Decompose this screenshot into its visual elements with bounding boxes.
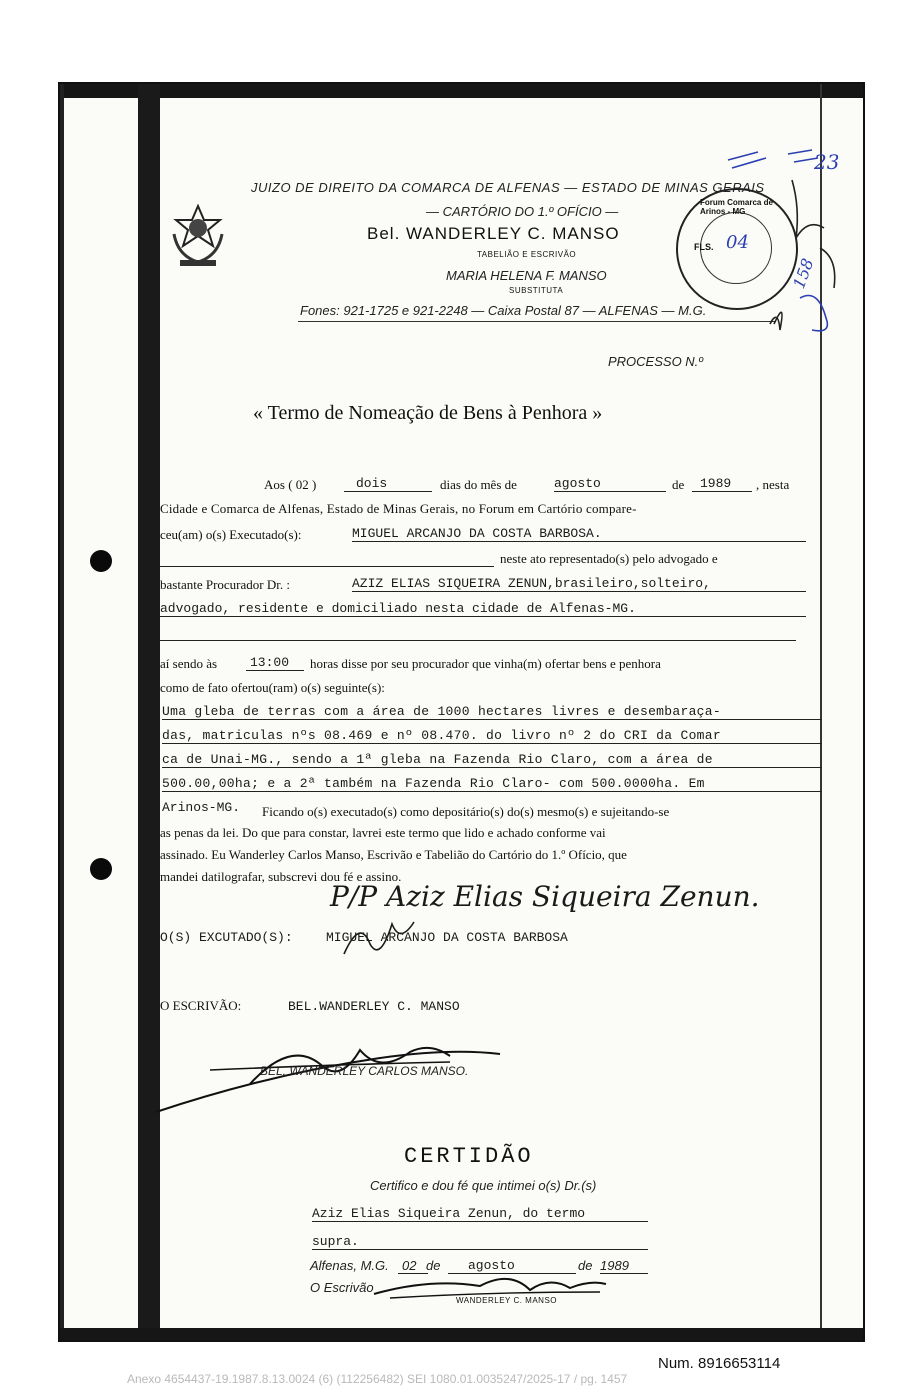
clerk-printed-name: BEL. WANDERLEY CARLOS MANSO.	[260, 1064, 469, 1078]
notary-role: TABELIÃO E ESCRIVÃO	[477, 250, 577, 259]
certificate-place: Alfenas, M.G.	[310, 1258, 389, 1273]
month: agosto	[554, 476, 666, 492]
clerk-signature-icon	[150, 1034, 510, 1124]
office-header: — CARTÓRIO DO 1.º OFÍCIO —	[426, 204, 619, 219]
certificate-year: 1989	[600, 1258, 648, 1274]
clerk-label: O ESCRIVÃO:	[160, 998, 242, 1013]
certificate-name-line: Aziz Elias Siqueira Zenun, do termo	[312, 1206, 648, 1222]
goods-line: das, matriculas nºs 08.469 e nº 08.470. do livro nº 2 do CRI da Comar	[162, 728, 822, 744]
coat-of-arms-icon	[168, 204, 228, 270]
scan-binding-shadow	[138, 84, 160, 1342]
year: 1989	[692, 476, 752, 492]
executed-signature-label: O(S) EXCUTADO(S):	[160, 930, 293, 945]
blank-line	[160, 640, 796, 641]
certificate-day: 02	[398, 1258, 428, 1274]
header-rule	[298, 321, 776, 322]
scan-bottom-border	[60, 1328, 863, 1340]
notary-name: Bel. WANDERLEY C. MANSO	[367, 224, 620, 243]
certificate-de: de	[426, 1258, 441, 1273]
term-line1-mid: dias do mês de	[440, 477, 517, 492]
executed-signature-name: MIGUEL ARCANJO DA COSTA BARBOSA	[326, 930, 568, 945]
document-sheet	[58, 82, 865, 1342]
punch-hole	[90, 550, 112, 572]
goods-line: 500.00,00ha; e a 2ª também na Fazenda Rio Claro- com 500.0000ha. Em	[162, 776, 822, 792]
term-line8: como de fato ofertou(ram) o(s) seguinte(s):	[160, 680, 385, 695]
closing-line: assinado. Eu Wanderley Carlos Manso, Escrivão e Tabelião do Cartório do 1.º Ofício, que	[160, 847, 627, 862]
goods-line: Arinos-MG.	[162, 800, 241, 815]
goods-line: ca de Unai-MG., sendo a 1ª gleba na Fazenda Rio Claro, com a área de	[162, 752, 822, 768]
executed-signature-scribble-icon	[340, 914, 440, 964]
attorney-signature: P/P Aziz Elias Siqueira Zenun.	[330, 880, 760, 913]
pen-scribbles-icon	[708, 148, 848, 338]
certificate-clerk-name: WANDERLEY C. MANSO	[456, 1296, 558, 1305]
term-line3-prefix: ceu(am) o(s) Executado(s):	[160, 527, 302, 542]
certificate-line1: Certifico e dou fé que intimei o(s) Dr.(s)	[370, 1178, 597, 1193]
court-header: JUIZO DE DIREITO DA COMARCA DE ALFENAS — ESTADO DE MINAS GERAIS	[251, 180, 765, 195]
term-line1-prefix: Aos ( 02 )	[264, 477, 317, 492]
certificate-name-line: supra.	[312, 1234, 648, 1250]
hour: 13:00	[246, 655, 304, 671]
goods-line: Uma gleba de terras com a área de 1000 hectares livres e desembaraça-	[162, 704, 822, 720]
contacts-line: Fones: 921-1725 e 921-2248 — Caixa Postal 87 — ALFENAS — M.G.	[300, 303, 707, 318]
term-line5-prefix: bastante Procurador Dr. :	[160, 577, 290, 592]
attorney-line2: advogado, residente e domiciliado nesta cidade de Alfenas-MG.	[160, 601, 806, 617]
process-label: PROCESSO N.º	[608, 354, 704, 369]
document-number: Num. 8916653114	[658, 1355, 781, 1372]
closing-line: as penas da lei. Do que para constar, lavrei este termo que lido e achado conforme vai	[160, 825, 606, 840]
closing-inline: Ficando o(s) executado(s) como depositário(s) do(s) mesmo(s) e sujeitando-se	[262, 804, 670, 819]
term-line1-de: de	[672, 477, 685, 492]
punch-hole	[90, 858, 112, 880]
closing-line: mandei datilografar, subscrevi dou fé e assino.	[160, 869, 402, 884]
substitute-role: SUBSTITUTA	[509, 286, 564, 295]
document-reference: Anexo 4654437-19.1987.8.13.0024 (6) (112256482) SEI 1080.01.0035247/2025-17 / pg. 1457	[127, 1372, 628, 1386]
certificate-de: de	[578, 1258, 593, 1273]
blank-line	[160, 566, 494, 567]
handwritten-side-number: 158	[789, 255, 818, 292]
term-line7-suffix: horas disse por seu procurador que vinha(m) ofertar bens e penhora	[310, 656, 661, 671]
scan-top-border	[60, 84, 863, 98]
term-line1-suffix: , nesta	[756, 477, 790, 492]
stamp-fls-label: FLS.	[694, 242, 714, 252]
clerk-name: BEL.WANDERLEY C. MANSO	[288, 999, 460, 1014]
certificate-month: agosto	[448, 1258, 576, 1274]
term-line7-prefix: aí sendo às	[160, 656, 218, 671]
attorney-line1: AZIZ ELIAS SIQUEIRA ZENUN,brasileiro,solteiro,	[352, 576, 806, 592]
stamp-fls-value: 04	[726, 232, 749, 253]
certificate-title: CERTIDÃO	[404, 1144, 534, 1169]
day-words: dois	[344, 476, 432, 492]
scan-left-edge	[60, 84, 64, 1340]
term-line4-suffix: neste ato representado(s) pelo advogado e	[500, 551, 718, 566]
certificate-clerk-label: O Escrivão	[310, 1280, 374, 1295]
document-title: « Termo de Nomeação de Bens à Penhora »	[253, 402, 603, 424]
executed-name: MIGUEL ARCANJO DA COSTA BARBOSA.	[352, 526, 806, 542]
stamp-ring-text: Forum Comarca de Arinos - MG	[700, 198, 773, 216]
handwritten-page-number: 23	[814, 150, 840, 174]
term-line2: Cidade e Comarca de Alfenas, Estado de Minas Gerais, no Forum em Cartório compare-	[160, 501, 637, 516]
substitute-name: MARIA HELENA F. MANSO	[446, 268, 607, 283]
